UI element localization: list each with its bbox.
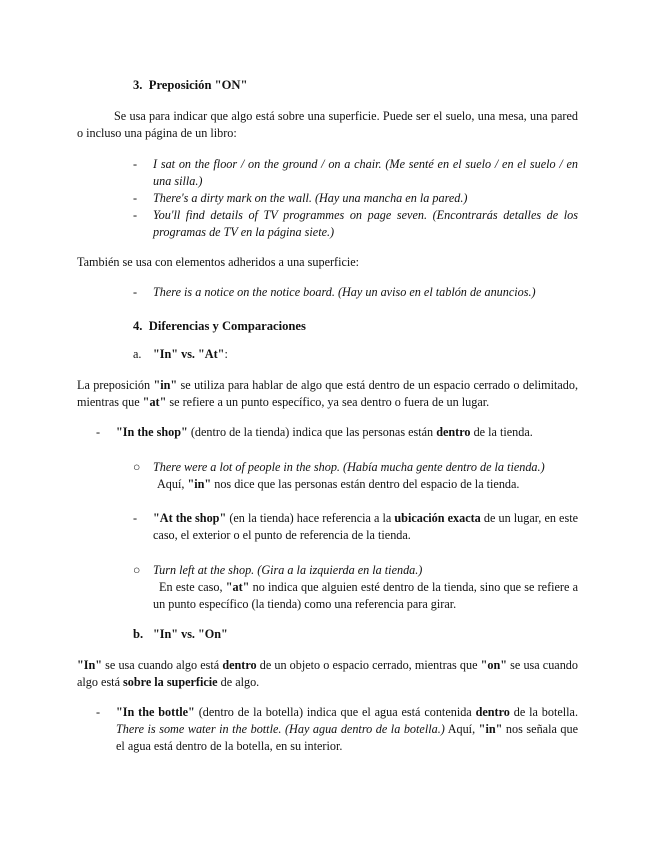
section-3-title: Preposición "ON" [148, 78, 248, 92]
in-the-shop-text-1: (dentro de la tienda) indica que las personas están [187, 425, 437, 439]
subsection-b-paragraph [77, 657, 578, 691]
also-example-bullet: - [133, 285, 138, 299]
in-the-bottle-bold: "In the bottle" [116, 705, 195, 719]
section-4-number: 4. [133, 319, 143, 333]
example-3-bullet: - [133, 208, 138, 222]
para-a-bold-in: "in" [153, 378, 178, 392]
example-2-es: (Hay una mancha en la pared.) [314, 191, 468, 205]
shop-example-1-bullet: ○ [133, 460, 141, 474]
example-3-en: You'll find details of TV programmes on page seven. [153, 208, 428, 222]
example-2-en: There's a dirty mark on the wall. [153, 191, 312, 205]
para-b-text-1: se usa cuando algo está [102, 658, 223, 672]
shop-example-1-explanation [157, 476, 578, 493]
subsection-b-title-text: "In" vs. "On" [153, 627, 228, 641]
shop-example-1-text-1: Aquí, [157, 477, 188, 491]
in-the-bottle-bullet: - [96, 705, 101, 719]
shop-example-2-explanation [153, 579, 578, 613]
shop-example-2-text-2: no indica que alguien esté dentro de la tienda, sino que se refiere a un punto específico (la tienda) como una referencia para girar. [153, 580, 578, 611]
in-the-bottle-text-2: de la botella. [509, 705, 578, 719]
shop-example-1-es: (Había mucha gente dentro de la tienda.) [343, 460, 545, 474]
section-3-intro: Se usa para indicar que algo está sobre una superficie. Puede ser el suelo, una mesa, una pared o incluso una página de un libro: [77, 109, 578, 140]
para-a-text-1: La preposición [77, 378, 154, 392]
in-the-bottle-en: There is some water in the bottle. [116, 722, 282, 736]
para-b-bold-in: "In" [77, 658, 103, 672]
para-b-bold-superficie: sobre la superficie [123, 675, 218, 689]
in-the-shop-item [116, 424, 578, 441]
example-1-es: (Me senté en el suelo / en el suelo / en una silla.) [153, 157, 579, 188]
example-2-bullet: - [133, 191, 138, 205]
at-the-shop-bullet: - [133, 511, 138, 525]
in-the-shop-bullet: - [96, 425, 101, 439]
para-a-text-2: se utiliza para hablar de algo que está dentro de un espacio cerrado o delimitado, mientras que [77, 378, 578, 409]
in-the-bottle-bold-dentro: dentro [475, 705, 510, 719]
para-a-text-3: se refiere a un punto específico, ya sea dentro o fuera de un lugar. [166, 395, 490, 409]
shop-example-2-es: (Gira a la izquierda en la tienda.) [257, 563, 423, 577]
at-the-shop-bold: "At the shop" [153, 511, 227, 525]
at-the-shop-text-1: (en la tienda) hace referencia a la [226, 511, 395, 525]
example-3-es: (Encontrarás detalles de los programas de TV en la página siete.) [153, 208, 578, 239]
in-the-bottle-item [116, 704, 578, 755]
example-3 [153, 207, 578, 241]
para-b-bold-dentro: dentro [222, 658, 257, 672]
example-1-en: I sat on the floor / on the ground / on a chair. [153, 157, 382, 171]
also-example-es: (Hay un aviso en el tablón de anuncios.) [337, 285, 536, 299]
in-the-bottle-text-3: Aquí, [444, 722, 479, 736]
in-the-shop-bold: "In the shop" [116, 425, 188, 439]
in-the-shop-text-2: de la tienda. [470, 425, 533, 439]
at-the-shop-item [153, 510, 578, 544]
para-b-text-4: de algo. [217, 675, 260, 689]
also-example [153, 284, 578, 301]
para-a-bold-at: "at" [142, 395, 167, 409]
also-example-en: There is a notice on the notice board. [153, 285, 335, 299]
shop-example-2-text-1: En este caso, [159, 580, 226, 594]
at-the-shop-bold-ubicacion: ubicación exacta [394, 511, 481, 525]
shop-example-1-bold: "in" [187, 477, 212, 491]
shop-example-2 [153, 562, 578, 579]
para-b-text-3: se usa cuando algo está [77, 658, 578, 689]
subsection-a-title [153, 346, 228, 363]
section-3-number: 3. [133, 78, 143, 92]
subsection-a-title-text: "In" vs. "At" [153, 347, 225, 361]
in-the-shop-bold-dentro: dentro [436, 425, 471, 439]
in-the-bottle-text-4: nos señala que el agua está dentro de la botella, en su interior. [116, 722, 579, 753]
section-4-heading [133, 318, 306, 335]
subsection-b-label: b. [133, 627, 144, 641]
section-4-title: Diferencias y Comparaciones [148, 319, 306, 333]
in-the-bottle-text-1: (dentro de la botella) indica que el agua está contenida [194, 705, 476, 719]
shop-example-1 [153, 459, 578, 476]
shop-example-2-en: Turn left at the shop. [153, 563, 255, 577]
example-2 [153, 190, 578, 207]
shop-example-1-text-2: nos dice que las personas están dentro del espacio de la tienda. [211, 477, 520, 491]
shop-example-2-bold: "at" [225, 580, 250, 594]
in-the-bottle-bold-in: "in" [478, 722, 503, 736]
para-b-bold-on: "on" [480, 658, 508, 672]
at-the-shop-text-2: de un lugar, en este caso, el exterior o el punto de referencia de la tienda. [153, 511, 578, 542]
shop-example-1-en: There were a lot of people in the shop. [153, 460, 340, 474]
also-text: También se usa con elementos adheridos a una superficie: [77, 255, 360, 269]
example-1 [153, 156, 578, 190]
example-1-bullet: - [133, 157, 138, 171]
section-3-heading [133, 77, 248, 94]
subsection-b-title [153, 626, 228, 643]
subsection-a-paragraph [77, 377, 578, 411]
shop-example-2-bullet: ○ [133, 563, 141, 577]
para-b-text-2: de un objeto o espacio cerrado, mientras que [256, 658, 481, 672]
subsection-a-label: a. [133, 347, 142, 361]
in-the-bottle-es: (Hay agua dentro de la botella.) [284, 722, 445, 736]
subsection-a-colon: : [224, 347, 228, 361]
